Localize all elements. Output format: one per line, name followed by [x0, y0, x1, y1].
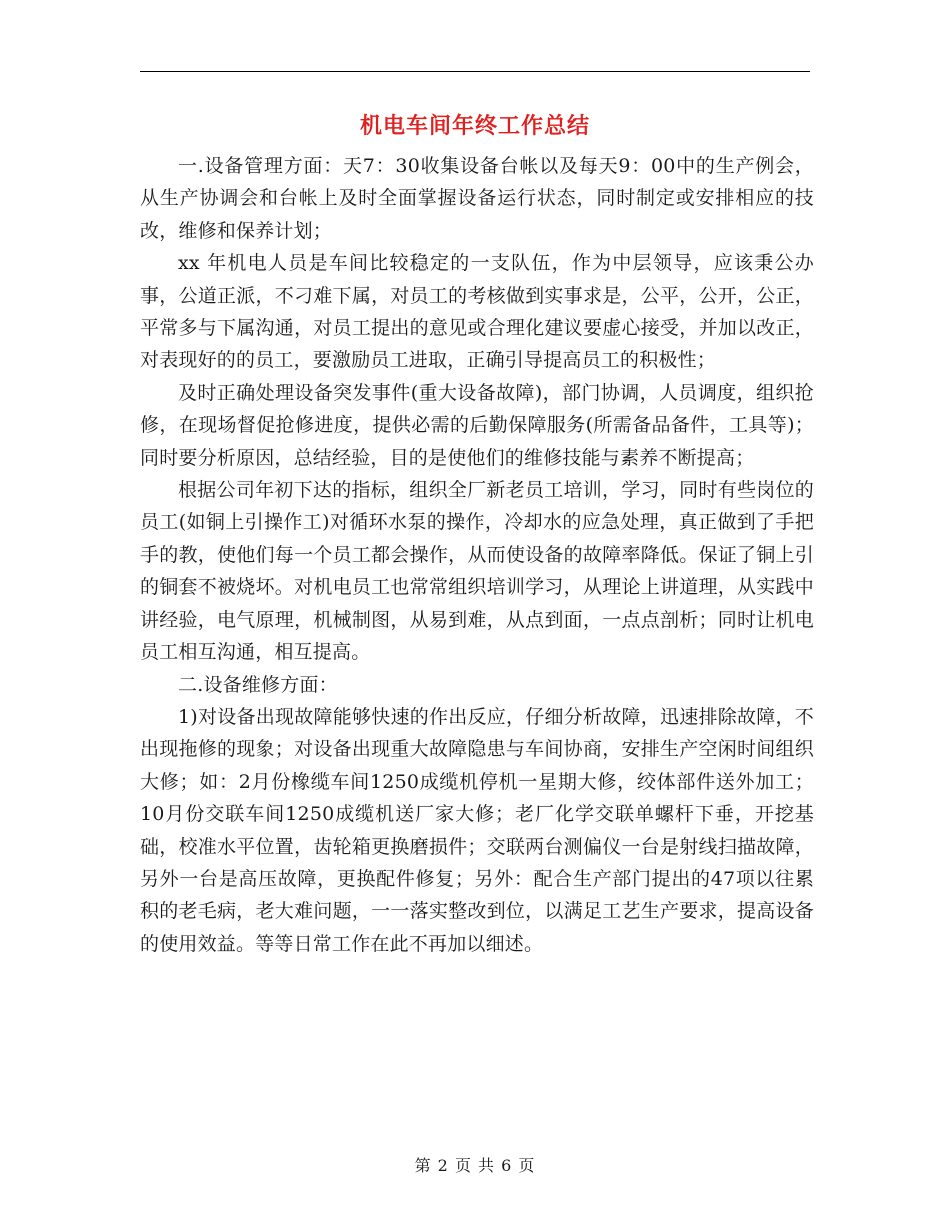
paragraph-emergency-handling: 及时正确处理设备突发事件(重大设备故障)，部门协调，人员调度，组织抢修，在现场督促抢修进度，提供必需的后勤保障服务(所需备品备件，工具等)；同时要分析原因，总结经验，目的是使他们的维修技能与素养不断提高；	[140, 381, 814, 469]
paragraph-equipment-management: 一.设备管理方面：天7：30收集设备台帐以及每天9：00中的生产例会，从生产协调会和台帐上及时全面掌握设备运行状态，同时制定或安排相应的技改，维修和保养计划；	[140, 155, 814, 242]
section-heading-maintenance: 二.设备维修方面：	[178, 673, 338, 696]
paragraph-staff-management: xx 年机电人员是车间比较稳定的一支队伍，作为中层领导，应该秉公办事，公道正派，不刁难下属，对员工的考核做到实事求是，公平，公开，公正，平常多与下属沟通，对员工提出的意见或合理化建议要虚心接受，并加以改正，对表现好的的员工，要激励员工进取，正确引导提高员工的积极性；	[140, 252, 814, 372]
paragraph-training: 根据公司年初下达的指标，组织全厂新老员工培训，学习，同时有些岗位的员工(如铜上引操作工)对循环水泵的操作，冷却水的应急处理，真正做到了手把手的教，使他们每一个员工都会操作，从而使设备的故障率降低。保证了铜上引的铜套不被烧坏。对机电员工也常常组织培训学习，从理论上讲道理，从实践中讲经验，电气原理，机械制图，从易到难，从点到面，一点点剖析；同时让机电员工相互沟通，相互提高。	[140, 479, 814, 664]
document-body	[140, 150, 814, 960]
header-rule	[140, 71, 810, 72]
page-number-footer: 第 2 页 共 6 页	[414, 1156, 536, 1175]
document-title: 机电车间年终工作总结	[359, 113, 590, 139]
paragraph-maintenance-detail: 1)对设备出现故障能够快速的作出反应，仔细分析故障，迅速排除故障，不出现拖修的现象；对设备出现重大故障隐患与车间协商，安排生产空闲时间组织大修；如：2月份橡缆车间1250成缆机停机一星期大修，绞体部件送外加工；10月份交联车间1250成缆机送厂家大修；老厂化学交联单螺杆下垂，开挖基础，校准水平位置，齿轮箱更换磨损件；交联两台测偏仪一台是射线扫描故障，另外一台是高压故障，更换配件修复；另外：配合生产部门提出的47项以往累积的老毛病，老大难问题，一一落实整改到位，以满足工艺生产要求，提高设备的使用效益。等等日常工作在此不再加以细述。	[140, 705, 814, 955]
